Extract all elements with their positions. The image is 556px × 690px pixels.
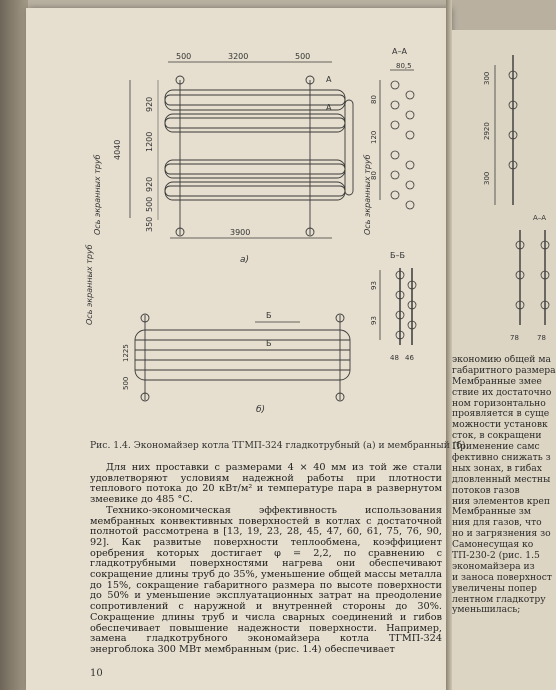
dim-bb-48: 48 [390, 354, 399, 362]
book-binding [0, 0, 28, 690]
section-aa [370, 47, 414, 209]
right-line: лентном гладкотру [452, 593, 546, 605]
label-b-1: Б [266, 311, 272, 320]
axis-label-left-b: Ось экранных труб [85, 244, 94, 325]
right-line: Применение самс [452, 441, 540, 453]
right-line: увеличены попер [452, 582, 537, 594]
right-line: ном горизонтально [452, 397, 546, 409]
dim-350: 350 [145, 216, 154, 232]
page-number: 10 [90, 668, 103, 679]
right-line: дловленный местны [452, 473, 551, 485]
rdim-300b: 300 [483, 171, 491, 185]
label-b-2: Б [266, 339, 272, 348]
right-line: можности установк [452, 419, 548, 431]
dim-aa-120: 120 [370, 130, 378, 144]
rdim-78b: 78 [537, 334, 546, 342]
right-line: проявляется в суще [452, 408, 550, 420]
right-line: сток, в сокращени [452, 430, 542, 442]
tube-bundle-b [135, 314, 350, 401]
right-line: ных зонах, в гибах [452, 462, 542, 474]
right-line: Мембранные зм [452, 506, 531, 518]
right-line: экономию общей ма [452, 355, 551, 365]
section-aa-title: A–A [392, 47, 407, 56]
rdim-300: 300 [483, 71, 491, 85]
rdim-78a: 78 [510, 334, 519, 342]
dim-500-b: 500 [122, 376, 130, 390]
paragraph-1: Для них проставки с размерами 4 × 40 мм из той же стали удовлетворяют условиям надежной работы при плотности теплового потока до 20 кВт/м² и температуре пара в развернутом змеевике до 485 °С. [90, 462, 442, 506]
figure-caption: Рис. 1.4. Экономайзер котла ТГМП-324 гладкотрубный (а) и мембранный (б) [90, 440, 466, 451]
dim-3200: 3200 [228, 52, 249, 61]
axis-label-left-a: Ось экранных труб [93, 154, 102, 235]
right-line: фективно снижать з [452, 452, 551, 464]
tube-bundle-a [165, 76, 353, 236]
right-line: габаритного размера [452, 364, 556, 376]
right-line: ния элементов креп [452, 495, 550, 507]
dim-920-a: 920 [145, 96, 154, 112]
dim-3900: 3900 [230, 228, 251, 237]
right-line: ТП-230-2 (рис. 1.5 [452, 550, 540, 562]
right-line: ния для газов, что [452, 517, 542, 529]
dim-500-left: 500 [176, 52, 192, 61]
label-a-2: A [326, 103, 332, 112]
dim-1225: 1225 [122, 344, 130, 362]
right-line: Самонесущая ко [452, 539, 534, 551]
right-line: потоков газов [452, 484, 520, 496]
right-figure-drawing [455, 45, 556, 345]
dim-bb-93a: 93 [370, 281, 378, 290]
dim-aa-80: 80 [370, 95, 378, 104]
section-bb [370, 251, 416, 362]
section-bb-title: Б–Б [390, 251, 405, 260]
right-line: уменьшилась; [452, 604, 521, 616]
dim-aa-80b: 80 [370, 171, 378, 180]
axis-label-right-a: Ось экранных труб [363, 154, 372, 235]
sublabel-b: б) [256, 405, 266, 415]
figure-1-4 [40, 40, 440, 435]
economizer-drawing [40, 40, 440, 435]
right-line: Мембранные змее [452, 375, 542, 387]
dim-1200: 1200 [145, 131, 154, 152]
right-line: экономайзера из [452, 560, 535, 572]
paragraph-2: Технико-экономическая эффективность использования мембранных конвективных поверхностей в котлах с достаточной полнотой рассмотрена в [13, 19, 23, 28, 45, 47, 60, 61, 75, 76, 90, 92]. Как развитые поверхности теплообмена, коэффициент оребрения которых достигает φ = 2,2, по сравнению с гладкотрубными поверхностями нагрева они обеспечивают сокращение длины труб до 35%, уменьшение общей массы металла до 15%, сокращение габаритного размера по высоте поверхности до 50% и уменьшение эксплуатационных затрат на преодоление сопротивлений с наружной и внутренней стороны до 30%. Сокращение длины труб и числа сварных соединений и гибов обеспечивает повышение надежности поверхности. Например, замена гладкотрубного экономайзера котла ТГМП-324 энергоблока 300 МВт мембранным (рис. 1.4) обеспечивает [90, 504, 442, 655]
body-text [90, 463, 442, 656]
right-line: ствие их достаточно [452, 386, 552, 398]
sublabel-a: а) [240, 255, 250, 265]
right-figure [455, 45, 556, 345]
dim-80-5: 80,5 [396, 62, 412, 70]
right-line: но и загрязнения зо [452, 528, 551, 540]
label-a-1: A [326, 75, 332, 84]
dim-bb-93b: 93 [370, 316, 378, 325]
rdim-aa: A–A [533, 214, 547, 222]
dim-920-b: 920 [145, 176, 154, 192]
dim-500-right: 500 [295, 52, 311, 61]
rdim-2920: 2920 [483, 122, 491, 140]
right-page-text [452, 355, 556, 616]
dim-500-v: 500 [145, 196, 154, 212]
dim-bb-46: 46 [405, 354, 414, 362]
right-line: и заноса поверхност [452, 571, 552, 583]
dim-4040: 4040 [113, 139, 122, 160]
